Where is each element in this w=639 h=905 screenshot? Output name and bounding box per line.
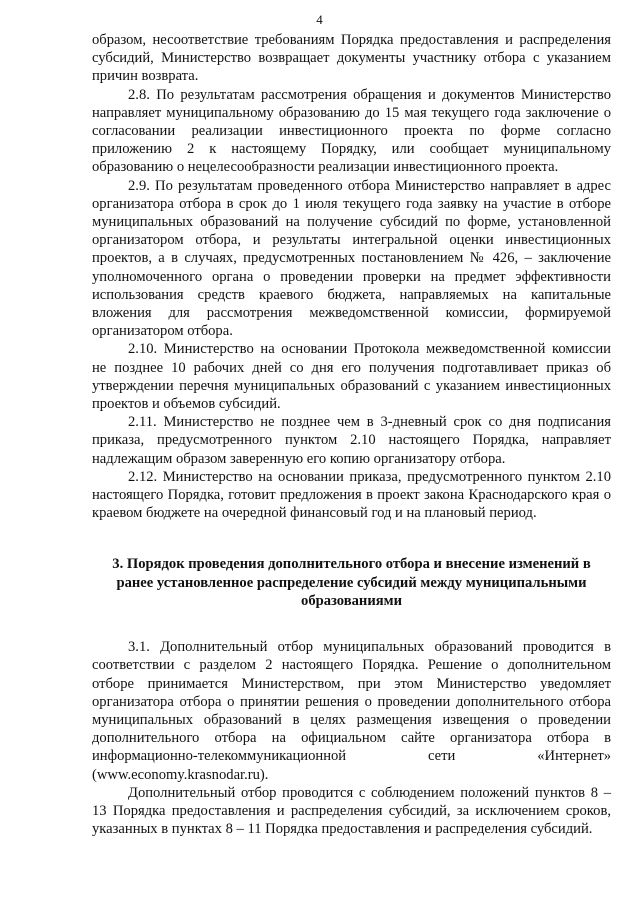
section-spacer	[92, 610, 611, 638]
section-heading: 3. Порядок проведения дополнительного отбора и внесение изменений в ранее установленное распределение субсидий между муниципальными образованиями	[112, 556, 591, 609]
paragraph-2-10: 2.10. Министерство на основании Протокола межведомственной комиссии не позднее 10 рабочих дней со дня его получения подготавливает приказ об утверждении перечня муниципальных образований с указанием инвестиционных проектов и объемов субсидий.	[92, 341, 611, 413]
paragraph-2-8: 2.8. По результатам рассмотрения обращения и документов Министерство направляет муниципальному образованию до 15 мая текущего года заключение о согласовании реализации инвестиционного проекта по форме согласно приложению 2 к настоящему Порядку, или сообщает муниципальному образованию о нецелесообразности реализации инвестиционного проекта.	[92, 86, 611, 176]
paragraph-2-12: 2.12. Министерство на основании приказа, предусмотренного пунктом 2.10 настоящего Порядка, готовит предложения в проект закона Краснодарского края о краевом бюджете на очередной финансовый год и на плановый период.	[92, 468, 611, 522]
paragraph-continuation: образом, несоответствие требованиям Порядка предоставления и распределения субсидий, Министерство возвращает документы участнику отбора с указанием причин возврата.	[92, 32, 611, 85]
paragraph-2-11: 2.11. Министерство не позднее чем в 3-дневный срок со дня подписания приказа, предусмотренного пунктом 2.10 настоящего Порядка, направляет надлежащим образом заверенную его копию организатору отбора.	[92, 414, 611, 467]
paragraph-3-1: 3.1. Дополнительный отбор муниципальных образований проводится в соответствии с разделом 2 настоящего Порядка. Решение о дополнительном отборе принимается Министерством, при этом Министерство уведомляет организатора отбора о принятии решения о проведении дополнительного отбора муниципальных образований в целях размещения извещения о проведении дополнительного отбора на официальном сайте организатора отбора в информационно-телекоммуникационной сети «Интернет» (www.economy.krasnodar.ru).	[92, 639, 611, 783]
paragraph-additional-selection: Дополнительный отбор проводится с соблюдением положений пунктов 8 – 13 Порядка предоставления и распределения субсидий, за исключением сроков, указанных в пунктах 8 – 11 Порядка предоставления и распределения субсидий.	[92, 784, 611, 838]
paragraph-2-9: 2.9. По результатам проведенного отбора Министерство направляет в адрес организатора отбора в срок до 1 июля текущего года заявку на участие в отборе муниципальных образований на получение субсидий по форме, установленной организатором отбора, и результаты интегральной оценки инвестиционных проектов, а в случаях, предусмотренных постановлением № 426, – заключение уполномоченного органа о проведении проверки на предмет эффективности использования средств краевого бюджета, направляемых на капитальные вложения для рассмотрения межведомственной комиссии, формируемой организатором отбора.	[92, 177, 611, 340]
section-spacer	[92, 522, 611, 555]
document-body	[92, 31, 611, 838]
page-number: 4	[316, 12, 323, 27]
